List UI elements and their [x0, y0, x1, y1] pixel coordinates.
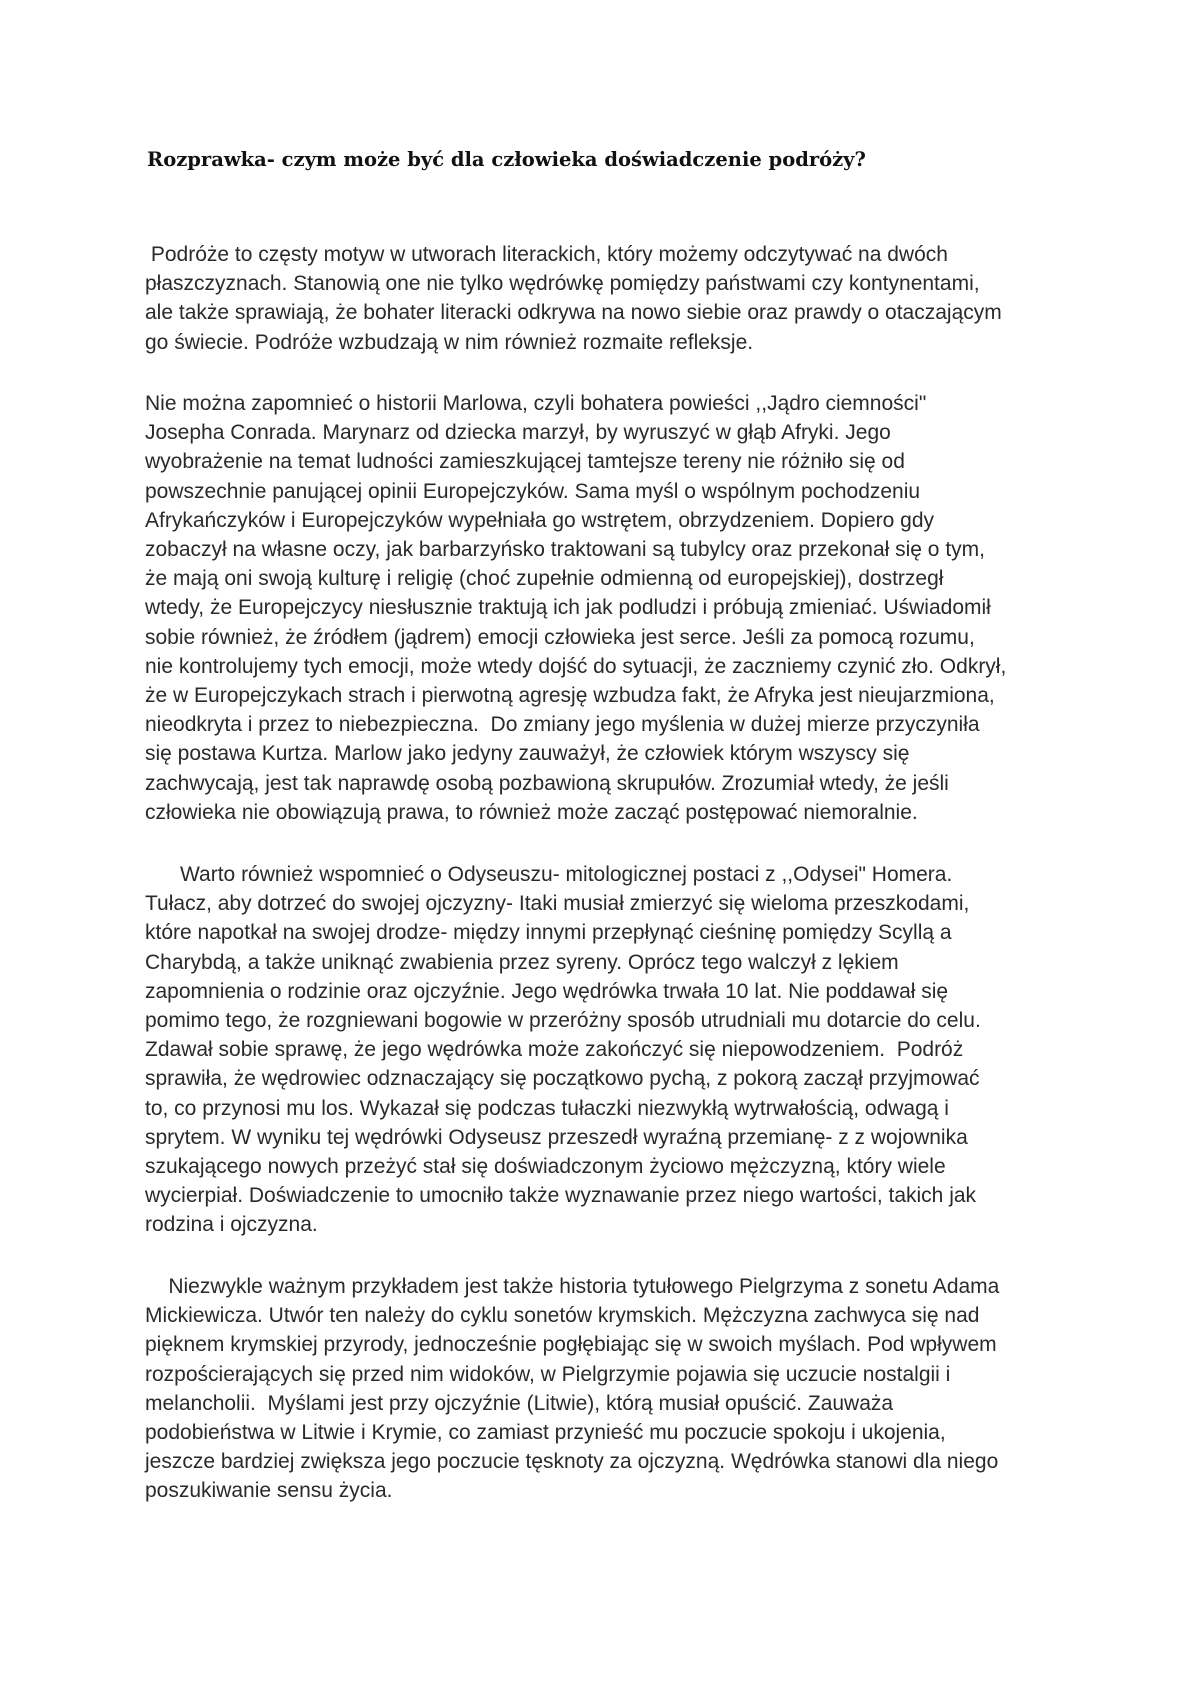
text-line: Josepha Conrada. Marynarz od dziecka marzył, by wyruszyć w głąb Afryki. Jego [145, 421, 891, 445]
text-line: nieodkryta i przez to niebezpieczna. Do zmiany jego myślenia w dużej mierze przyczyniła [145, 713, 980, 737]
text-line: jeszcze bardziej zwiększa jego poczucie tęsknoty za ojczyzną. Wędrówka stanowi dla niego [145, 1450, 999, 1474]
text-line: że mają oni swoją kulturę i religię (choć zupełnie odmienną od europejskiej), dostrzegł [145, 567, 944, 591]
text-line: wtedy, że Europejczycy niesłusznie traktują ich jak podludzi i próbują zmieniać. Uświadomił [145, 596, 991, 620]
text-line: zapomnienia o rodzinie oraz ojczyźnie. Jego wędrówka trwała 10 lat. Nie poddawał się [145, 979, 949, 1003]
document-title: Rozprawka- czym może być dla człowieka doświadczenie podróży? [147, 148, 866, 171]
text-line: nie kontrolujemy tych emocji, może wtedy dojść do sytuacji, że zaczniemy czynić zło. Odkrył, [145, 654, 1007, 678]
text-line: Podróże to częsty motyw w utworach literackich, który możemy odczytywać na dwóch [145, 243, 948, 266]
text-line: pięknem krymskiej przyrody, jednocześnie pogłębiając się w swoich myślach. Pod wpływem [145, 1333, 997, 1357]
text-line: rodzina i ojczyzna. [145, 1213, 318, 1237]
text-line: wycierpiał. Doświadczenie to umocniło także wyznawanie przez niego wartości, takich jak [145, 1184, 977, 1208]
paragraph-pielgrzym [145, 1272, 999, 1506]
text-line: które napotkał na swojej drodze- między innymi przepłynąć cieśninę pomiędzy Scyllą a [145, 921, 952, 945]
text-line: pomimo tego, że rozgniewani bogowie w przeróżny sposób utrudniali mu dotarcie do celu. [145, 1009, 981, 1033]
text-line: Nie można zapomnieć o historii Marlowa, czyli bohatera powieści ,,Jądro ciemności" [145, 392, 927, 415]
text-line: wyobrażenie na temat ludności zamieszkującej tamtejsze tereny nie różniło się od [145, 450, 905, 474]
text-line: Tułacz, aby dotrzeć do swojej ojczyzny- Itaki musiał zmierzyć się wieloma przeszkodami, [145, 892, 970, 916]
text-line: Zdawał sobie sprawę, że jego wędrówka może zakończyć się niepowodzeniem. Podróż [145, 1038, 964, 1062]
text-line: zachwycają, jest tak naprawdę osobą pozbawioną skrupułów. Zrozumiał wtedy, że jeśli [145, 771, 949, 795]
text-line: Niezwykle ważnym przykładem jest także historia tytułowego Pielgrzyma z sonetu Adama [145, 1275, 1000, 1298]
text-line: szukającego nowych przeżyć stał się doświadczonym życiowo mężczyzną, który wiele [145, 1155, 946, 1179]
text-line: go świecie. Podróże wzbudzają w nim również rozmaite refleksje. [145, 330, 754, 354]
text-line: Mickiewicza. Utwór ten należy do cyklu sonetów krymskich. Mężczyzna zachwyca się nad [145, 1304, 980, 1328]
paragraph-odyseusz [145, 860, 981, 1240]
text-line: to, co przynosi mu los. Wykazał się podczas tułaczki niezwykłą wytrwałością, odwagą i [145, 1096, 949, 1120]
text-line: zobaczył na własne oczy, jak barbarzyńsko traktowani są tubylcy oraz przekonał się o tym, [145, 538, 985, 562]
text-line: sobie również, że źródłem (jądrem) emocji człowieka jest serce. Jeśli za pomocą rozumu, [145, 625, 975, 649]
text-line: człowieka nie obowiązują prawa, to również może zacząć postępować niemoralnie. [145, 800, 918, 824]
text-line: ale także sprawiają, że bohater literacki odkrywa na nowo siebie oraz prawdy o otaczającym [145, 301, 1002, 325]
text-line: Charybdą, a także uniknąć zwabienia przez syreny. Oprócz tego walczył z lękiem [145, 950, 899, 974]
text-line: Afrykańczyków i Europejczyków wypełniała go wstrętem, obrzydzeniem. Dopiero gdy [145, 508, 934, 532]
text-line: płaszczyznach. Stanowią one nie tylko wędrówkę pomiędzy państwami czy kontynentami, [145, 272, 980, 296]
text-line: się postawa Kurtza. Marlow jako jedyny zauważył, że człowiek którym wszyscy się [145, 742, 910, 766]
paragraph-intro [145, 240, 1002, 357]
text-line: podobieństwa w Litwie i Krymie, co zamiast przynieść mu poczucie spokoju i ukojenia, [145, 1421, 946, 1445]
paragraph-marlow [145, 389, 1006, 827]
text-line: powszechnie panującej opinii Europejczyków. Sama myśl o wspólnym pochodzeniu [145, 479, 921, 503]
text-line: że w Europejczykach strach i pierwotną agresję wzbudza fakt, że Afryka jest nieujarzmiona, [145, 684, 995, 708]
text-line: sprytem. W wyniku tej wędrówki Odyseusz przeszedł wyraźną przemianę- z z wojownika [145, 1125, 968, 1149]
text-line: Warto również wspomnieć o Odyseuszu- mitologicznej postaci z ,,Odysei" Homera. [145, 863, 953, 886]
text-line: poszukiwanie sensu życia. [145, 1479, 393, 1503]
text-line: sprawiła, że wędrowiec odznaczający się początkowo pychą, z pokorą zaczął przyjmować [145, 1067, 980, 1091]
text-line: melancholii. Myślami jest przy ojczyźnie (Litwie), którą musiał opuścić. Zauważa [145, 1391, 894, 1415]
text-line: rozpościerających się przed nim widoków, w Pielgrzymie pojawia się uczucie nostalgii i [145, 1362, 951, 1386]
